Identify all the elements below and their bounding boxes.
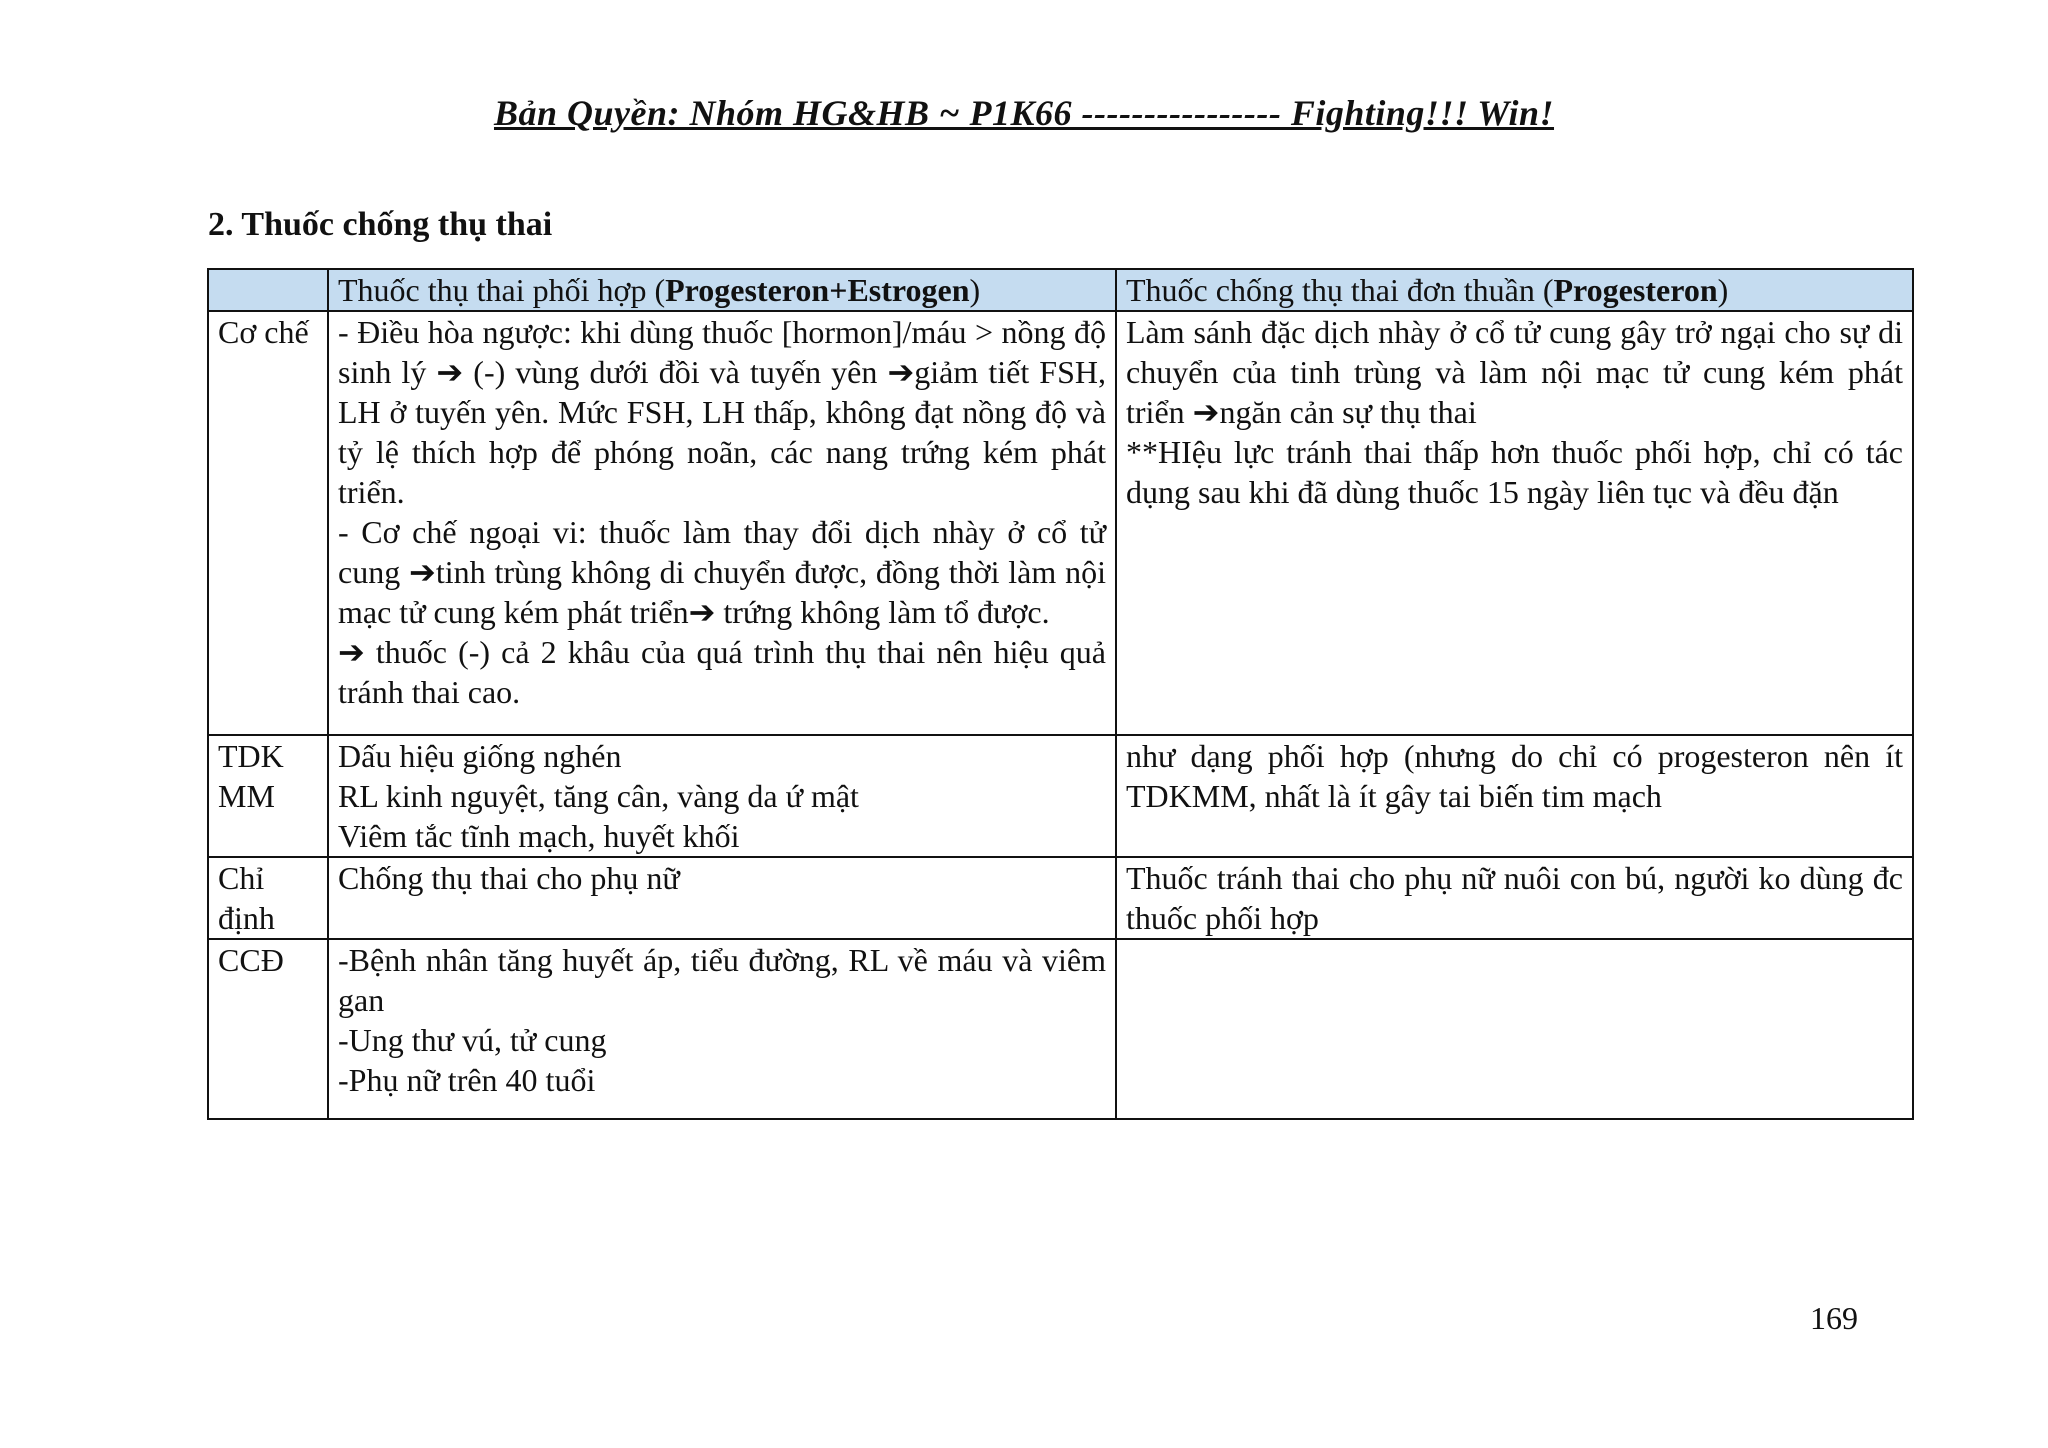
cell-line: -Ung thư vú, tử cung xyxy=(338,1022,607,1058)
combined-cell xyxy=(328,857,1116,939)
row-label: Cơ chế xyxy=(208,311,328,735)
cell-line: như dạng phối hợp (nhưng do chỉ có progesteron nên ít TDKMM, nhất là ít gây tai biến tim mạch xyxy=(1126,738,1903,814)
header-cell-single xyxy=(1116,269,1913,311)
combined-cell xyxy=(328,735,1116,857)
cell-line: ➔ thuốc (-) cả 2 khâu của quá trình thụ thai nên hiệu quả tránh thai cao. xyxy=(338,634,1106,710)
row-label: TDK MM xyxy=(208,735,328,857)
cell-line: Thuốc tránh thai cho phụ nữ nuôi con bú, người ko dùng đc thuốc phối hợp xyxy=(1126,860,1903,936)
page-number: 169 xyxy=(1810,1300,1858,1336)
row-label: Chỉ định xyxy=(208,857,328,939)
cell-line: -Phụ nữ trên 40 tuổi xyxy=(338,1062,596,1098)
section-title: 2. Thuốc chống thụ thai xyxy=(208,206,553,243)
single-cell xyxy=(1116,735,1913,857)
cell-line: - Điều hòa ngược: khi dùng thuốc [hormon]/máu > nồng độ sinh lý ➔ (-) vùng dưới đồi và tuyến yên ➔giảm tiết FSH, LH ở tuyến yên. Mức FSH, LH thấp, không đạt nồng độ và tỷ lệ thích hợp để phóng noãn, các nang trứng kém phát triển. xyxy=(338,314,1106,510)
table-row-contraindications xyxy=(208,939,1913,1119)
combined-cell xyxy=(328,311,1116,735)
row-label: CCĐ xyxy=(208,939,328,1119)
single-cell xyxy=(1116,939,1913,1119)
table-row-indications xyxy=(208,857,1913,939)
header-combined-bold: Progesteron+Estrogen xyxy=(665,272,970,308)
table-row-mechanism xyxy=(208,311,1913,735)
header-single-suffix: ) xyxy=(1717,272,1729,308)
cell-line: - Cơ chế ngoại vi: thuốc làm thay đổi dịch nhày ở cổ tử cung ➔tinh trùng không di chuyển được, đồng thời làm nội mạc tử cung kém phát triển➔ trứng không làm tổ được. xyxy=(338,514,1106,630)
combined-cell xyxy=(328,939,1116,1119)
header-combined-prefix: Thuốc thụ thai phối hợp ( xyxy=(338,272,666,308)
cell-line: Làm sánh đặc dịch nhày ở cổ tử cung gây trở ngại cho sự di chuyển của tinh trùng và làm nội mạc tử cung kém phát triển ➔ngăn cản sự thụ thai xyxy=(1126,314,1903,430)
header-cell-empty xyxy=(208,269,328,311)
table-row-side-effects xyxy=(208,735,1913,857)
cell-line: **HIệu lực tránh thai thấp hơn thuốc phối hợp, chỉ có tác dụng sau khi đã dùng thuốc 15 ngày liên tục và đều đặn xyxy=(1126,434,1903,510)
header-single-prefix: Thuốc chống thụ thai đơn thuần ( xyxy=(1126,272,1554,308)
cell-line: Viêm tắc tĩnh mạch, huyết khối xyxy=(338,818,740,854)
page-header: Bản Quyền: Nhóm HG&HB ~ P1K66 ---------------- Fighting!!! Win! xyxy=(493,93,1555,133)
cell-line: Dấu hiệu giống nghén xyxy=(338,738,622,774)
cell-line: RL kinh nguyệt, tăng cân, vàng da ứ mật xyxy=(338,778,859,814)
header-combined-suffix: ) xyxy=(969,272,981,308)
cell-line: Chống thụ thai cho phụ nữ xyxy=(338,860,680,896)
header-cell-combined xyxy=(328,269,1116,311)
single-cell xyxy=(1116,857,1913,939)
header-single-bold: Progesteron xyxy=(1553,272,1718,308)
cell-line: -Bệnh nhân tăng huyết áp, tiểu đường, RL về máu và viêm gan xyxy=(338,942,1106,1018)
table-header-row xyxy=(208,269,1913,311)
contraceptive-table xyxy=(207,268,1914,1120)
single-cell xyxy=(1116,311,1913,735)
